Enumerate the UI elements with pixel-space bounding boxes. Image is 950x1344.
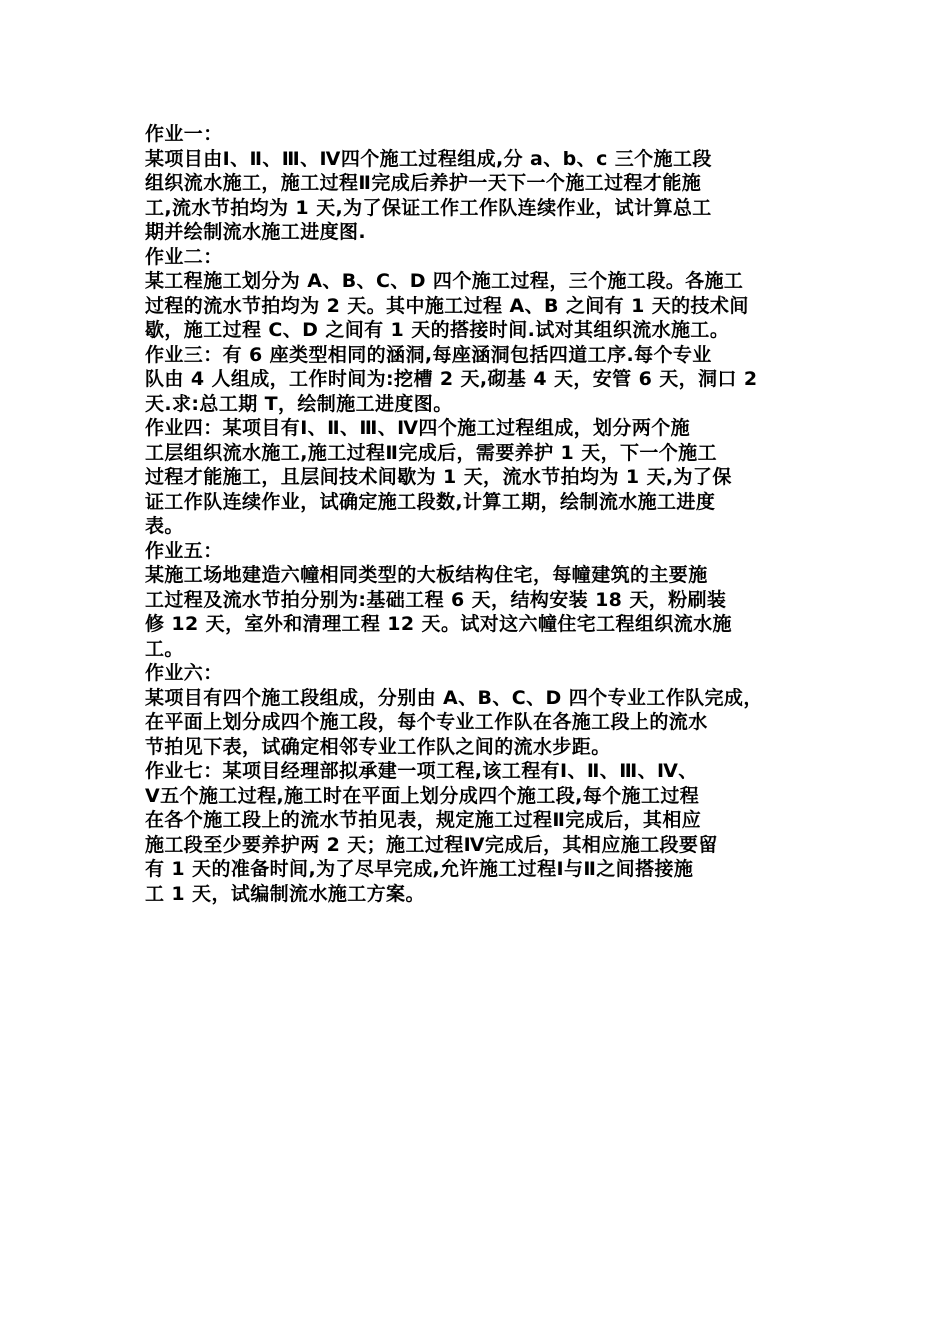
assignment-5-text-line: 某施工场地建造六幢相同类型的大板结构住宅，每幢建筑的主要施	[145, 564, 708, 586]
assignment-7-text-line: 工 1 天，试编制流水施工方案。	[145, 882, 425, 905]
assignment-7-heading-line: 作业七：某项目经理部拟承建一项工程,该工程有Ⅰ、Ⅱ、Ⅲ、Ⅳ、	[145, 760, 698, 782]
assignment-text-block	[145, 122, 817, 906]
assignment-5-heading: 作业五：	[145, 539, 223, 562]
assignment-2-heading: 作业二：	[145, 245, 223, 268]
assignment-3-text-line: 天.求:总工期 T，绘制施工进度图。	[145, 392, 453, 415]
assignment-2-text-line: 某工程施工划分为 A、B、C、D 四个施工过程，三个施工段。各施工	[145, 270, 744, 292]
assignment-6-text-line: 某项目有四个施工段组成，分别由 A、B、C、D 四个专业工作队完成，	[145, 686, 763, 709]
assignment-7-text-line: 在各个施工段上的流水节拍见表，规定施工过程Ⅱ完成后，其相应	[145, 809, 702, 831]
assignment-2-text-line: 过程的流水节拍均为 2 天。其中施工过程 A、B 之间有 1 天的技术间	[145, 294, 749, 317]
assignment-1-text-line: 组织流水施工，施工过程Ⅱ完成后养护一天下一个施工过程才能施	[145, 172, 702, 194]
assignment-6-text-line: 在平面上划分成四个施工段，每个专业工作队在各施工段上的流水	[145, 711, 708, 733]
assignment-1-text-line: 工,流水节拍均为 1 天,为了保证工作工作队连续作业，试计算总工	[145, 196, 712, 219]
assignment-5-text-line: 工过程及流水节拍分别为:基础工程 6 天，结构安装 18 天，粉刷装	[145, 588, 727, 611]
assignment-4-text-line: 证工作队连续作业，试确定施工段数,计算工期，绘制流水施工进度	[145, 490, 716, 513]
assignment-2-text-line: 歇，施工过程 C、D 之间有 1 天的搭接时间.试对其组织流水施工。	[145, 319, 730, 341]
assignment-7-text-line: 有 1 天的准备时间,为了尽早完成,允许施工过程Ⅰ与Ⅱ之间搭接施	[145, 858, 694, 880]
assignment-4-text-line: 工层组织流水施工,施工过程Ⅱ完成后，需要养护 1 天，下一个施工	[145, 441, 717, 464]
assignment-4-heading-line: 作业四：某项目有Ⅰ、Ⅱ、Ⅲ、Ⅳ四个施工过程组成，划分两个施	[145, 417, 691, 439]
assignment-4-text-line: 过程才能施工，且层间技术间歇为 1 天，流水节拍均为 1 天,为了保	[145, 466, 732, 488]
assignment-6-heading: 作业六：	[145, 662, 223, 684]
assignment-5-text-line: 工。	[145, 637, 184, 660]
assignment-1-heading: 作业一：	[145, 123, 223, 145]
assignment-3-heading-line: 作业三：有 6 座类型相同的涵洞,每座涵洞包括四道工序.每个专业	[145, 343, 712, 366]
assignment-4-text-line: 表。	[145, 515, 184, 537]
assignment-3-text-line: 队由 4 人组成，工作时间为:挖槽 2 天,砌基 4 天，安管 6 天，洞口 2	[145, 368, 758, 390]
assignment-6-text-line: 节拍见下表，试确定相邻专业工作队之间的流水步距。	[145, 735, 611, 758]
assignment-1-text-line: 某项目由Ⅰ、Ⅱ、Ⅲ、Ⅳ四个施工过程组成,分 a、b、c 三个施工段	[145, 147, 712, 170]
assignment-1-text-line: 期并绘制流水施工进度图.	[145, 221, 367, 243]
assignment-5-text-line: 修 12 天，室外和清理工程 12 天。试对这六幢住宅工程组织流水施	[145, 613, 732, 635]
assignment-7-text-line: 施工段至少要养护两 2 天；施工过程Ⅳ完成后，其相应施工段要留	[145, 833, 718, 856]
assignment-7-text-line: Ⅴ五个施工过程,施工时在平面上划分成四个施工段,每个施工过程	[145, 784, 700, 807]
